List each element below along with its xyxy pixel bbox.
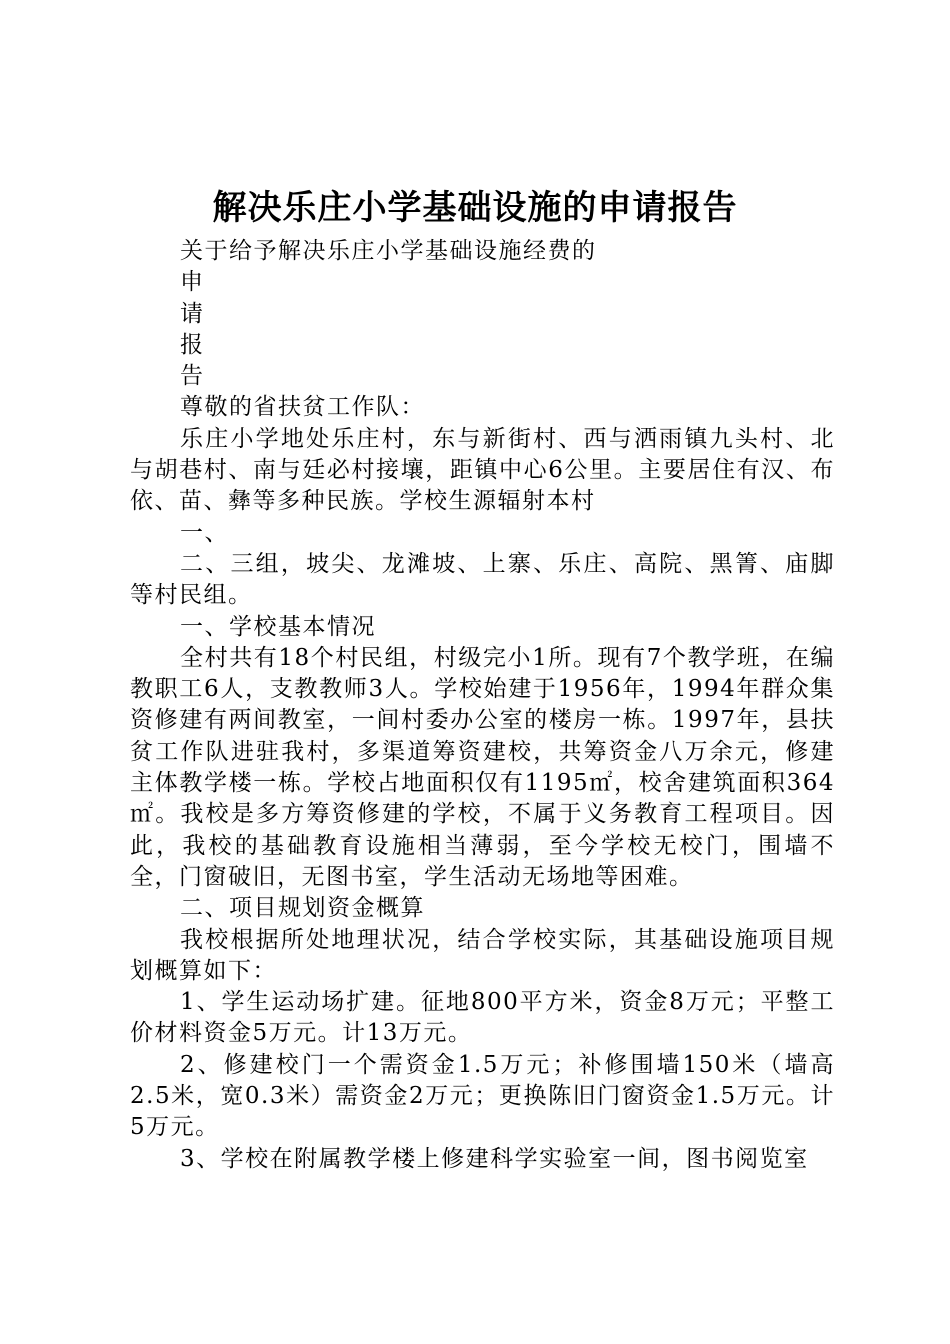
paragraph-budget-item-3: 3、学校在附属教学楼上修建科学实验室一间，图书阅览室: [180, 1145, 809, 1172]
paragraph-location: 乐庄小学地处乐庄村，东与新街村、西与洒雨镇九头村、北与胡巷村、南与廷必村接壤，距镇中心6公里。主要居住有汉、布依、苗、彝等多种民族。学校生源辐射本村: [130, 425, 835, 515]
paragraph-subject-char: 报: [180, 331, 205, 358]
section-heading-basic-info: 一、学校基本情况: [180, 613, 376, 640]
section-heading-budget: 二、项目规划资金概算: [180, 895, 425, 922]
paragraph-salutation: 尊敬的省扶贫工作队：: [180, 394, 425, 421]
paragraph-subject-char: 申: [180, 269, 205, 296]
paragraph-budget-intro: 我校根据所处地理状况，结合学校实际，其基础设施项目规划概算如下：: [130, 926, 835, 984]
paragraph-budget-item-2: 2、修建校门一个需资金1.5万元；补修围墙150米（墙高2.5米，宽0.3米）需资金2万元；更换陈旧门窗资金1.5万元。计5万元。: [130, 1051, 835, 1141]
paragraph-subject: 关于给予解决乐庄小学基础设施经费的: [180, 238, 597, 264]
paragraph-basic-info: 全村共有18个村民组，村级完小1所。现有7个教学班，在编教职工6人，支教教师3人。学校始建于1956年，1994年群众集资修建有两间教室，一间村委办公室的楼房一栋。1997年，县扶贫工作队进驻我村，多渠道筹资建校，共筹资金八万余元，修建主体教学楼一栋。学校占地面积仅有1195㎡，校舍建筑面积364㎡。我校是多方筹资修建的学校，不属于义务教育工程项目。因此，我校的基础教育设施相当薄弱，至今学校无校门，围墙不全，门窗破旧，无图书室，学生活动无场地等困难。: [130, 644, 835, 890]
paragraph-groups: 二、三组，坡尖、龙滩坡、上寨、乐庄、高院、黑箐、庙脚等村民组。: [130, 550, 835, 609]
paragraph-subject-char: 请: [180, 300, 205, 327]
document-body: [130, 236, 835, 1175]
paragraph-subject-char: 告: [180, 363, 205, 390]
document-title: 解决乐庄小学基础设施的申请报告: [212, 188, 738, 228]
paragraph-budget-item-1: 1、学生运动场扩建。征地800平方米，资金8万元；平整工价材料资金5万元。计13万元。: [130, 989, 835, 1047]
paragraph-item-marker: 一、: [180, 519, 229, 546]
